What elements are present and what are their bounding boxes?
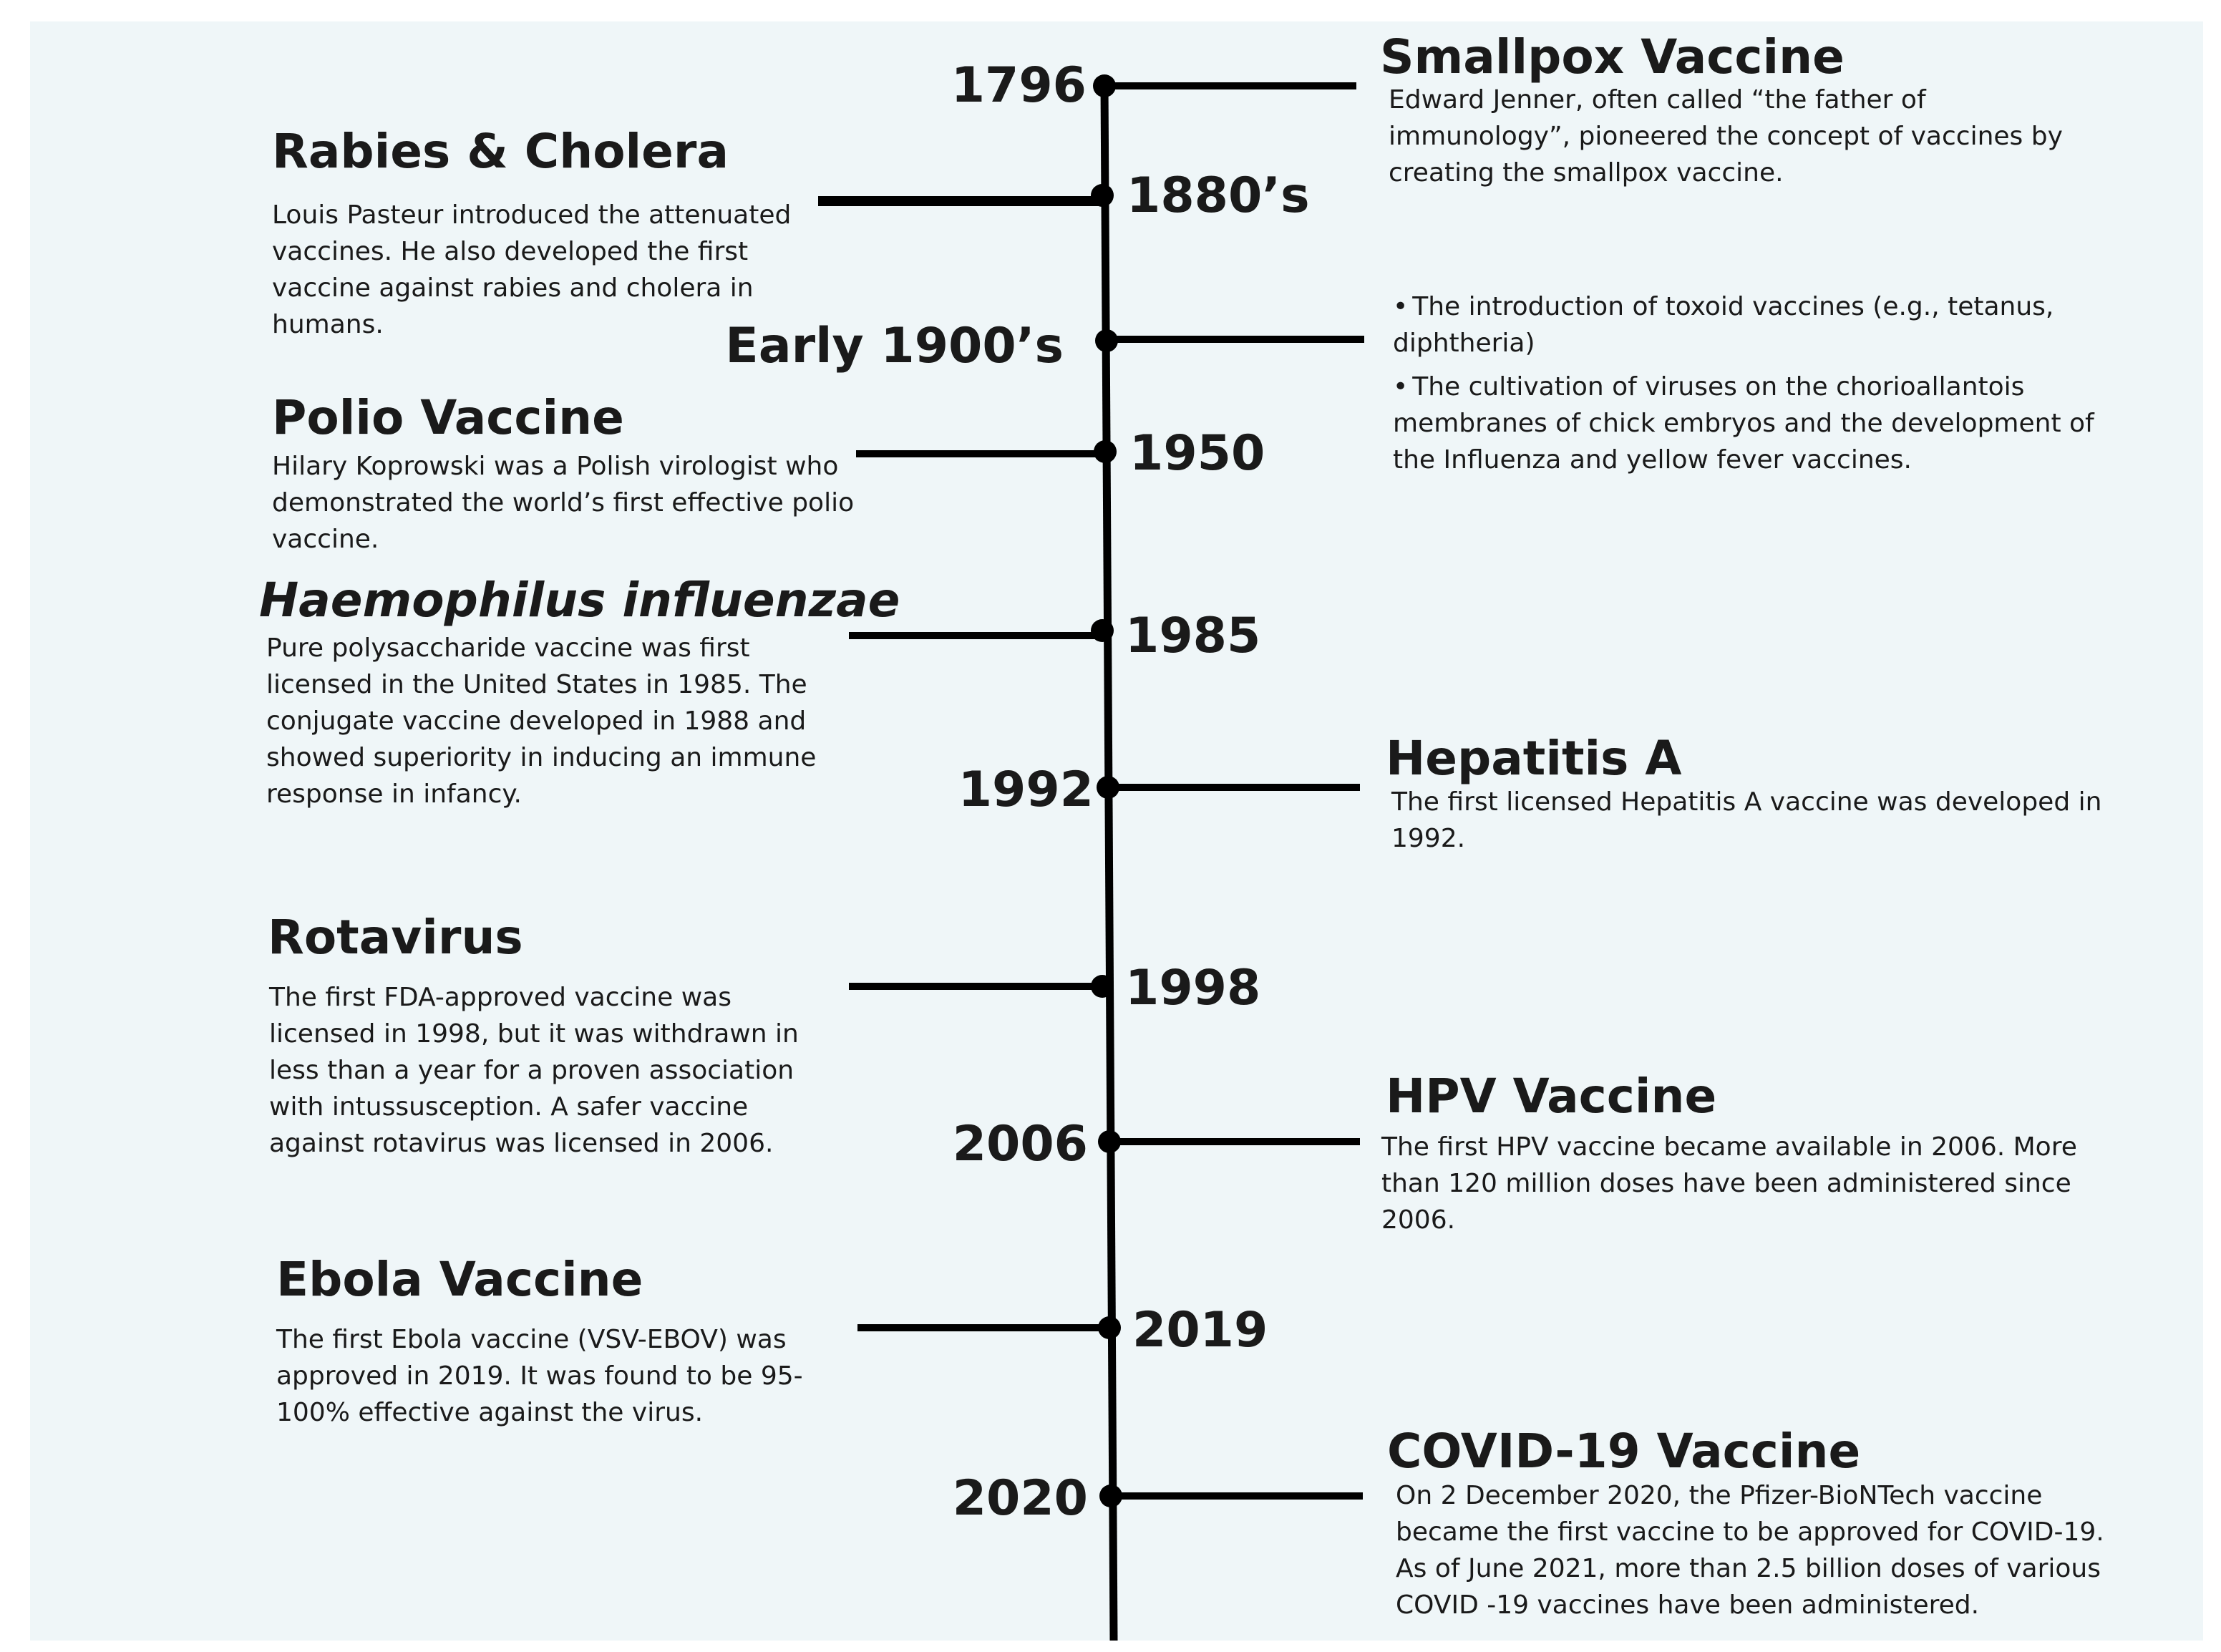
year-1880s: 1880’s xyxy=(1127,167,1310,224)
description-rabies-cholera: Louis Pasteur introduced the attenuated vaccines. He also developed the first vaccine against rabies and cholera in humans. xyxy=(272,200,792,339)
year-1985: 1985 xyxy=(1125,608,1261,664)
connector-covid xyxy=(1099,1485,1363,1507)
heading-covid-19-vaccine: COVID-19 Vaccine xyxy=(1387,1424,1861,1479)
description-smallpox-vaccine: Edward Jenner, often called “the father of immunology”, pioneered the concept of vaccines by creating the smallpox vaccine. xyxy=(1389,85,2063,188)
year-1950: 1950 xyxy=(1129,425,1265,482)
heading-polio-vaccine: Polio Vaccine xyxy=(272,390,624,445)
year-1796: 1796 xyxy=(951,57,1087,114)
description-hpv-vaccine: The first HPV vaccine became available in 2006. More than 120 million doses have been administered since 2006. xyxy=(1381,1132,2077,1235)
year-early-1900s: Early 1900’s xyxy=(725,318,1064,374)
bullet-toxoid-vaccines: • The introduction of toxoid vaccines (e.g., tetanus, diphtheria) xyxy=(1393,288,2109,361)
description-ebola-vaccine: The first Ebola vaccine (VSV-EBOV) was approved in 2019. It was found to be 95-100% effective against the virus. xyxy=(276,1325,803,1427)
toxoid-bullet-list xyxy=(1393,288,2109,485)
year-2006: 2006 xyxy=(952,1116,1088,1172)
description-hepatitis-a: The first licensed Hepatitis A vaccine was developed in 1992. xyxy=(1391,787,2102,853)
year-1998: 1998 xyxy=(1125,960,1261,1016)
heading-smallpox-vaccine: Smallpox Vaccine xyxy=(1380,29,1845,84)
heading-hpv-vaccine: HPV Vaccine xyxy=(1386,1069,1717,1124)
connector-hpv xyxy=(1098,1130,1360,1153)
heading-rabies-cholera: Rabies & Cholera xyxy=(272,124,729,179)
description-covid-19-vaccine: On 2 December 2020, the Pfizer-BioNTech vaccine became the first vaccine to be approved for COVID-19. As of June 2021, more than 2.5 billion doses of various COVID -19 vaccines have been administered. xyxy=(1396,1481,2104,1620)
connector-rabies xyxy=(818,184,1114,207)
heading-rotavirus: Rotavirus xyxy=(268,910,523,965)
year-2019: 2019 xyxy=(1132,1302,1268,1359)
heading-haemophilus-influenzae: Haemophilus influenzae xyxy=(259,573,900,628)
year-2020: 2020 xyxy=(952,1470,1088,1527)
description-polio-vaccine: Hilary Koprowski was a Polish virologist who demonstrated the world’s first effective polio vaccine. xyxy=(272,452,855,554)
connector-ebola xyxy=(857,1316,1121,1339)
connector-polio xyxy=(856,440,1117,463)
description-haemophilus-influenzae: Pure polysaccharide vaccine was first licensed in the United States in 1985. The conjugate vaccine developed in 1988 and showed superiority in inducing an immune response in infancy. xyxy=(266,633,817,809)
description-rotavirus: The first FDA-approved vaccine was licensed in 1998, but it was withdrawn in less than a year for a proven association with intussusception. A safer vaccine against rotavirus was licensed in 2006. xyxy=(269,983,799,1158)
connector-hepa xyxy=(1097,776,1360,799)
connector-rotavirus xyxy=(849,975,1114,998)
year-1992: 1992 xyxy=(958,762,1094,818)
bullet-virus-cultivation: • The cultivation of viruses on the chorioallantois membranes of chick embryos and the development of the Influenza and yellow fever vaccines. xyxy=(1393,369,2109,478)
heading-ebola-vaccine: Ebola Vaccine xyxy=(276,1252,643,1307)
connector-toxoid xyxy=(1095,329,1364,352)
connector-smallpox xyxy=(1093,74,1356,97)
heading-hepatitis-a: Hepatitis A xyxy=(1386,731,1682,786)
timeline-axis xyxy=(1104,84,1114,1641)
